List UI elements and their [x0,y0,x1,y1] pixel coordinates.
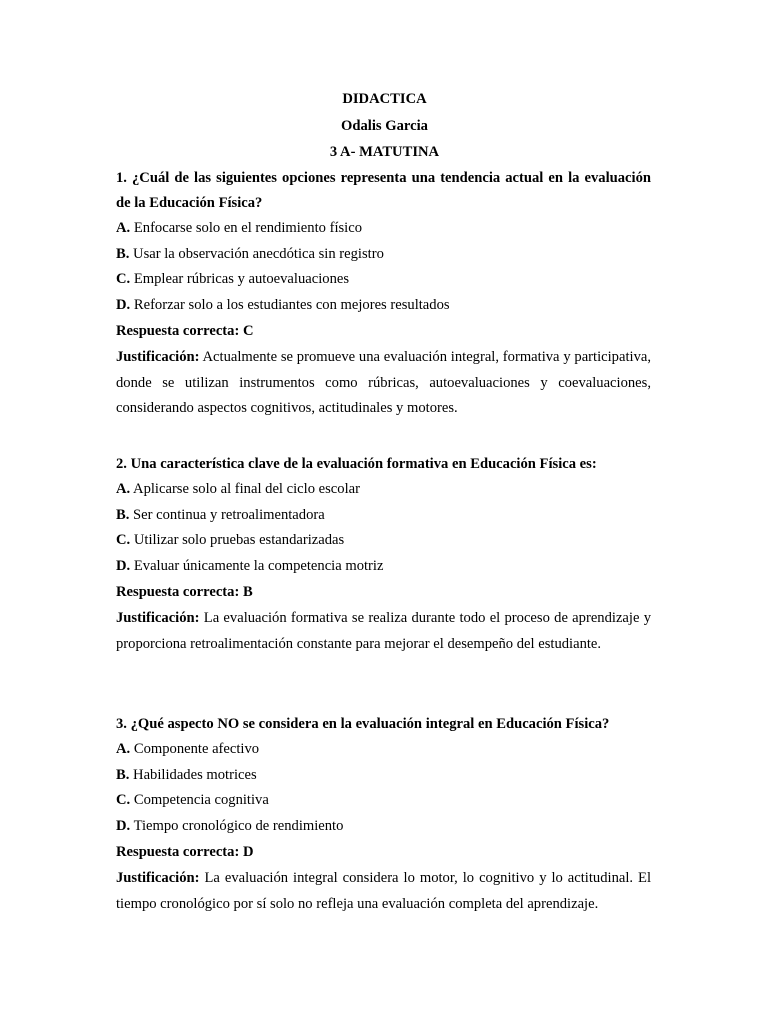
option-letter: B. [116,506,130,523]
option-text: Ser continua y retroalimentadora [129,506,325,523]
question-title: 1. ¿Cuál de las siguientes opciones representa una tendencia actual en la evaluación de la Educación Física? [116,170,651,211]
justification [116,345,651,422]
justification-text: Actualmente se promueve una evaluación integral, formativa y participativa, donde se utilizan instrumentos como rúbricas, autoevaluaciones y coevaluaciones, considerando aspectos cognitivos, actitudinales y motores. [116,349,651,417]
option-text: Utilizar solo pruebas estandarizadas [130,532,345,548]
correct-answer: Respuesta correcta: B [116,584,253,600]
option-d [116,554,651,580]
option-text: Componente afectivo [130,741,260,757]
option-text: Evaluar únicamente la competencia motriz [130,557,384,574]
question-title: 2. Una característica clave de la evaluación formativa en Educación Física es: [116,456,597,472]
option-letter: D. [116,296,131,313]
option-text: Tiempo cronológico de rendimiento [130,817,344,834]
group-label: 3 A- MATUTINA [329,144,440,160]
option-letter: C. [116,271,131,287]
subject-title: DIDACTICA [342,91,427,107]
option-letter: A. [116,741,131,757]
option-a [116,477,651,503]
option-a [116,216,651,242]
question-3 [116,712,651,917]
option-letter: A. [116,481,131,497]
option-d [116,814,651,840]
option-text: Enfocarse solo en el rendimiento físico [130,220,363,236]
correct-answer: Respuesta correcta: D [116,844,254,860]
justification-label: Justificación: [116,610,200,626]
option-text: Competencia cognitiva [130,792,269,808]
option-letter: D. [116,557,131,574]
option-b [116,763,651,789]
correct-answer: Respuesta correcta: C [116,323,254,339]
option-letter: C. [116,532,131,548]
justification [116,606,651,657]
option-c [116,267,651,293]
option-text: Aplicarse solo al final del ciclo escolar [130,481,360,497]
option-b [116,503,651,529]
option-letter: B. [116,766,130,783]
student-name: Odalis Garcia [341,117,428,134]
option-a [116,737,651,763]
justification-text: La evaluación integral considera lo motor, lo cognitivo y lo actitudinal. El tiempo cronológico por sí solo no refleja una evaluación completa del aprendizaje. [116,870,651,912]
justification [116,866,651,917]
justification-text: La evaluación formativa se realiza durante todo el proceso de aprendizaje y proporciona retroalimentación constante para mejorar el desempeño del estudiante. [116,610,651,652]
option-letter: A. [116,220,131,236]
option-text: Usar la observación anecdótica sin registro [129,245,384,262]
justification-label: Justificación: [116,349,200,365]
option-letter: B. [116,245,130,262]
option-d [116,293,651,319]
question-2 [116,452,651,657]
option-text: Habilidades motrices [129,766,257,783]
option-letter: C. [116,792,131,808]
justification-label: Justificación: [116,870,200,886]
option-text: Reforzar solo a los estudiantes con mejores resultados [130,296,450,313]
option-letter: D. [116,817,131,834]
question-title: 3. ¿Qué aspecto NO se considera en la evaluación integral en Educación Física? [116,716,610,732]
option-c [116,788,651,814]
option-c [116,528,651,554]
option-text: Emplear rúbricas y autoevaluaciones [130,271,350,287]
question-1 [116,166,651,422]
document-header [116,86,651,166]
option-b [116,242,651,268]
